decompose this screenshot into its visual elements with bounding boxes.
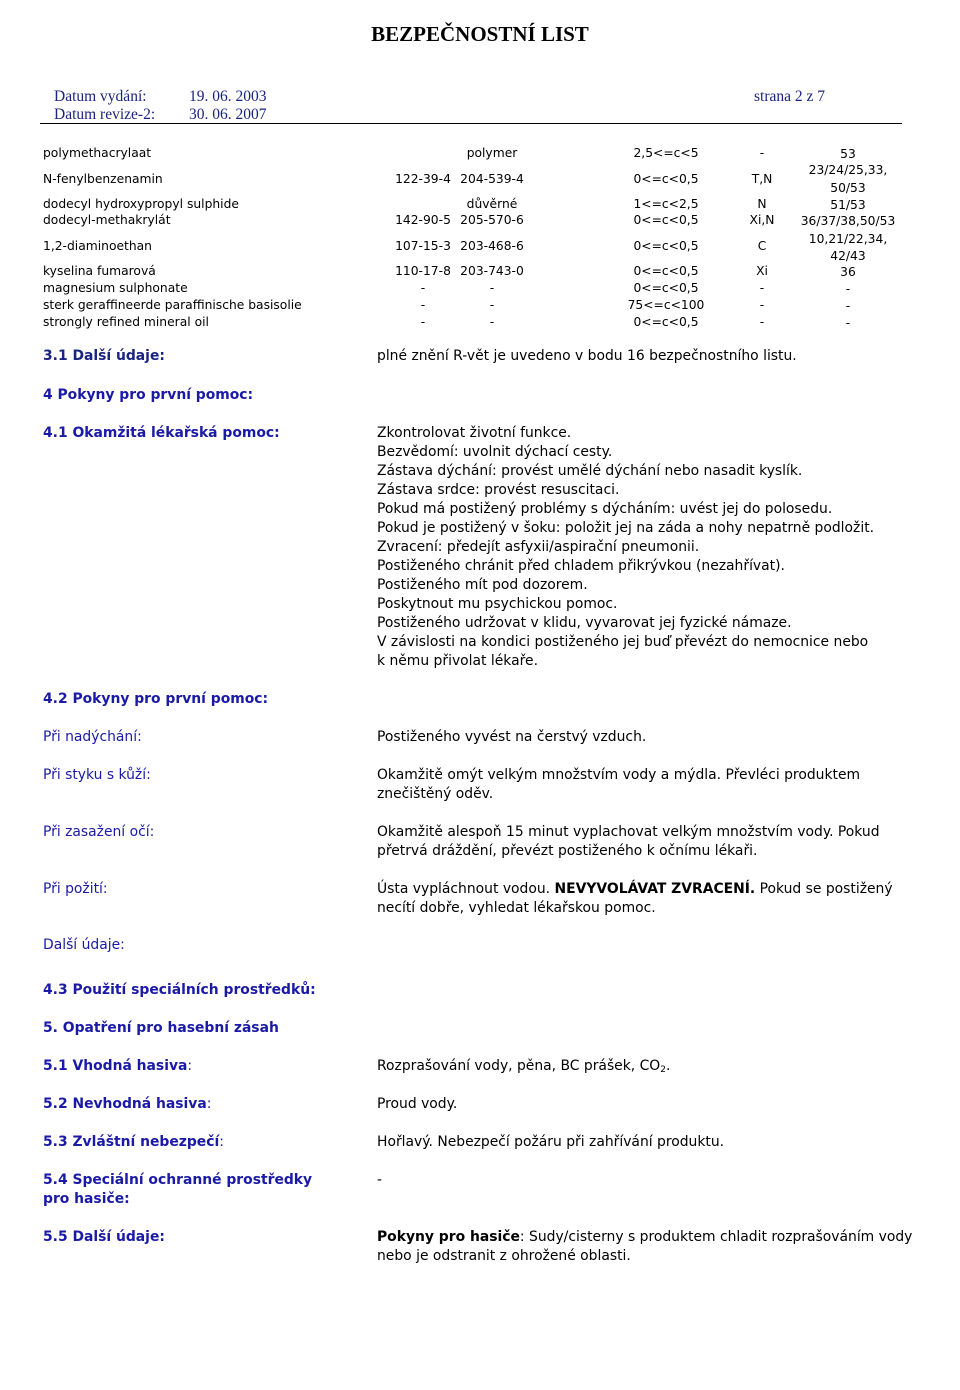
cell-cas: 110-17-8 xyxy=(395,264,451,278)
cell-r-phrases-cont: 50/53 xyxy=(830,181,866,195)
cell-cas: 122-39-4 xyxy=(395,172,451,186)
cell-cas: - xyxy=(420,298,426,312)
label-colon: : xyxy=(206,1096,212,1112)
cell-symbol: C xyxy=(757,239,767,253)
label-colon: : xyxy=(187,1058,193,1074)
section-5-2-label xyxy=(43,1095,211,1114)
skin-contact-line: znečištěný oděv. xyxy=(377,786,494,802)
section-5-4-label xyxy=(43,1171,312,1209)
cell-r-phrases: - xyxy=(845,282,851,296)
instruction-line: Pokud je postižený v šoku: položit jej na záda a nohy nepatrně podložit. xyxy=(377,520,875,536)
cell-name: kyselina fumarová xyxy=(43,264,156,278)
cell-symbol: - xyxy=(759,146,765,160)
instruction-line: Zkontrolovat životní funkce. xyxy=(377,425,572,441)
cell-symbol: T,N xyxy=(751,172,773,186)
cell-name: strongly refined mineral oil xyxy=(43,315,209,329)
cell-ec: - xyxy=(489,298,495,312)
cell-concentration: 0<=c<0,5 xyxy=(633,239,699,253)
ingestion-text xyxy=(377,880,893,918)
cell-name: sterk geraffineerde paraffinische basisolie xyxy=(43,298,302,312)
cell-r-phrases: - xyxy=(845,316,851,330)
extinguishing-media: Rozprašování vody, pěna, BC prášek, CO xyxy=(377,1058,661,1074)
instruction-line: Zástava dýchání: provést umělé dýchání nebo nasadit kyslík. xyxy=(377,463,803,479)
instruction-line: Postiženého chránit před chladem přikrývkou (nezahřívat). xyxy=(377,558,785,574)
section-5-3-label xyxy=(43,1133,224,1152)
section-5-4-text: - xyxy=(377,1172,383,1188)
issue-date-label: Datum vydání: xyxy=(54,88,147,105)
skin-contact-line: Okamžitě omýt velkým množstvím vody a mýdla. Převléci produktem xyxy=(377,767,861,783)
section-5-1-label xyxy=(43,1057,192,1076)
section-3-1-label: 3.1 Další údaje: xyxy=(43,348,165,364)
revision-date: 30. 06. 2007 xyxy=(189,106,267,123)
section-5-2-title: 5.2 Nevhodná hasiva xyxy=(43,1096,207,1112)
cell-name: dodecyl hydroxypropyl sulphide xyxy=(43,197,239,211)
firefighter-instructions-label: Pokyny pro hasiče xyxy=(377,1229,520,1245)
cell-ec: - xyxy=(489,281,495,295)
section-5-1-text xyxy=(377,1057,670,1080)
section-5-heading: 5. Opatření pro hasební zásah xyxy=(43,1020,279,1036)
section-5-3-text: Hořlavý. Nebezpečí požáru při zahřívání produktu. xyxy=(377,1134,725,1150)
instruction-line: Zástava srdce: provést resuscitaci. xyxy=(377,482,620,498)
section-4-2-heading: 4.2 Pokyny pro první pomoc: xyxy=(43,691,269,707)
cell-cas: 142-90-5 xyxy=(395,213,451,227)
co2-subscript: 2 xyxy=(660,1065,666,1075)
skin-contact-text xyxy=(377,766,860,804)
eye-contact-label: Při zasažení očí: xyxy=(43,824,155,840)
instruction-line: Poskytnout mu psychickou pomoc. xyxy=(377,596,618,612)
cell-ec: důvěrné xyxy=(466,197,518,211)
cell-ec: 204-539-4 xyxy=(460,172,524,186)
section-5-2-text: Proud vody. xyxy=(377,1096,458,1112)
section-5-1-title: 5.1 Vhodná hasiva xyxy=(43,1058,188,1074)
cell-r-phrases: 53 xyxy=(840,147,856,161)
section-5-4-title: 5.4 Speciální ochranné prostředky xyxy=(43,1172,313,1188)
cell-name: dodecyl-methakrylát xyxy=(43,213,171,227)
inhalation-label: Při nadýchání: xyxy=(43,729,142,745)
cell-name: N-fenylbenzenamin xyxy=(43,172,163,186)
section-4-1-instructions xyxy=(377,424,874,671)
skin-contact-label: Při styku s kůží: xyxy=(43,767,151,783)
sentence-end: . xyxy=(665,1058,671,1074)
firefighter-line: nebo je odstranit z ohrožené oblasti. xyxy=(377,1248,631,1264)
instruction-line: Zvracení: předejít asfyxii/aspirační pneumonii. xyxy=(377,539,700,555)
section-5-3-title: 5.3 Zvláštní nebezpečí xyxy=(43,1134,220,1150)
cell-ec: - xyxy=(489,315,495,329)
cell-symbol: N xyxy=(757,197,767,211)
ingestion-pre: Ústa vypláchnout vodou. xyxy=(377,881,555,897)
issue-date: 19. 06. 2003 xyxy=(189,88,267,105)
instruction-line: V závislosti na kondici postiženého jej buď převézt do nemocnice nebo xyxy=(377,634,869,650)
instruction-line: Bezvědomí: uvolnit dýchací cesty. xyxy=(377,444,613,460)
section-5-4-title-cont: pro hasiče: xyxy=(43,1191,130,1207)
cell-cas: - xyxy=(420,281,426,295)
document-title: BEZPEČNOSTNÍ LIST xyxy=(371,22,589,46)
further-info-label: Další údaje: xyxy=(43,937,125,953)
section-5-5-label: 5.5 Další údaje: xyxy=(43,1229,165,1245)
cell-concentration: 0<=c<0,5 xyxy=(633,172,699,186)
cell-cas: 107-15-3 xyxy=(395,239,451,253)
cell-r-phrases: 36 xyxy=(840,265,856,279)
cell-concentration: 0<=c<0,5 xyxy=(633,213,699,227)
cell-concentration: 1<=c<2,5 xyxy=(633,197,699,211)
instruction-line: k němu přivolat lékaře. xyxy=(377,653,538,669)
eye-contact-line: přetrvá dráždění, převézt postiženého k očnímu lékaři. xyxy=(377,843,758,859)
cell-cas: - xyxy=(420,315,426,329)
eye-contact-line: Okamžitě alespoň 15 minut vyplachovat velkým množstvím vody. Pokud xyxy=(377,824,880,840)
eye-contact-text xyxy=(377,823,880,861)
cell-concentration: 0<=c<0,5 xyxy=(633,264,699,278)
cell-ec: polymer xyxy=(466,146,518,160)
cell-ec: 203-743-0 xyxy=(460,264,524,278)
instruction-line: Postiženého udržovat v klidu, vyvarovat jej fyzické námaze. xyxy=(377,615,792,631)
cell-name: polymethacrylaat xyxy=(43,146,152,160)
header-divider xyxy=(40,123,902,124)
cell-ec: 205-570-6 xyxy=(460,213,524,227)
instruction-line: Pokud má postižený problémy s dýcháním: uvést jej do polosedu. xyxy=(377,501,833,517)
ingestion-line: necítí dobře, vyhledat lékařskou pomoc. xyxy=(377,900,656,916)
section-4-heading: 4 Pokyny pro první pomoc: xyxy=(43,387,254,403)
cell-r-phrases: 23/24/25,33, xyxy=(808,163,888,177)
section-4-3-label: 4.3 Použití speciálních prostředků: xyxy=(43,982,316,998)
ingestion-line xyxy=(377,880,893,899)
inhalation-text: Postiženého vyvést na čerstvý vzduch. xyxy=(377,729,647,745)
cell-name: magnesium sulphonate xyxy=(43,281,188,295)
cell-symbol: - xyxy=(759,281,765,295)
section-3-1-text: plné znění R-vět je uvedeno v bodu 16 bezpečnostního listu. xyxy=(377,348,797,364)
cell-symbol: - xyxy=(759,298,765,312)
cell-name: 1,2-diaminoethan xyxy=(43,239,152,253)
cell-r-phrases: 36/37/38,50/53 xyxy=(800,214,896,228)
page-number: strana 2 z 7 xyxy=(754,88,826,105)
revision-date-label: Datum revize-2: xyxy=(54,106,156,123)
cell-r-phrases-cont: 42/43 xyxy=(830,249,866,263)
cell-concentration: 0<=c<0,5 xyxy=(633,315,699,329)
cell-concentration: 75<=c<100 xyxy=(627,298,705,312)
cell-symbol: Xi,N xyxy=(749,213,775,227)
cell-concentration: 2,5<=c<5 xyxy=(633,146,699,160)
ingestion-post: Pokud se postižený xyxy=(755,881,893,897)
cell-ec: 203-468-6 xyxy=(460,239,524,253)
instruction-line: Postiženého mít pod dozorem. xyxy=(377,577,588,593)
ingestion-warning: NEVYVOLÁVAT ZVRACENÍ. xyxy=(554,881,756,897)
firefighter-instructions: : Sudy/cisterny s produktem chladit rozprašováním vody xyxy=(519,1229,913,1245)
cell-r-phrases: - xyxy=(845,299,851,313)
section-4-1-label: 4.1 Okamžitá lékařská pomoc: xyxy=(43,425,280,441)
cell-r-phrases: 10,21/22,34, xyxy=(808,232,888,246)
cell-r-phrases: 51/53 xyxy=(830,198,866,212)
cell-concentration: 0<=c<0,5 xyxy=(633,281,699,295)
cell-symbol: Xi xyxy=(756,264,768,278)
section-5-5-text xyxy=(377,1228,912,1266)
cell-symbol: - xyxy=(759,315,765,329)
firefighter-line xyxy=(377,1228,912,1247)
label-colon: : xyxy=(219,1134,224,1150)
ingestion-label: Při požití: xyxy=(43,881,108,897)
